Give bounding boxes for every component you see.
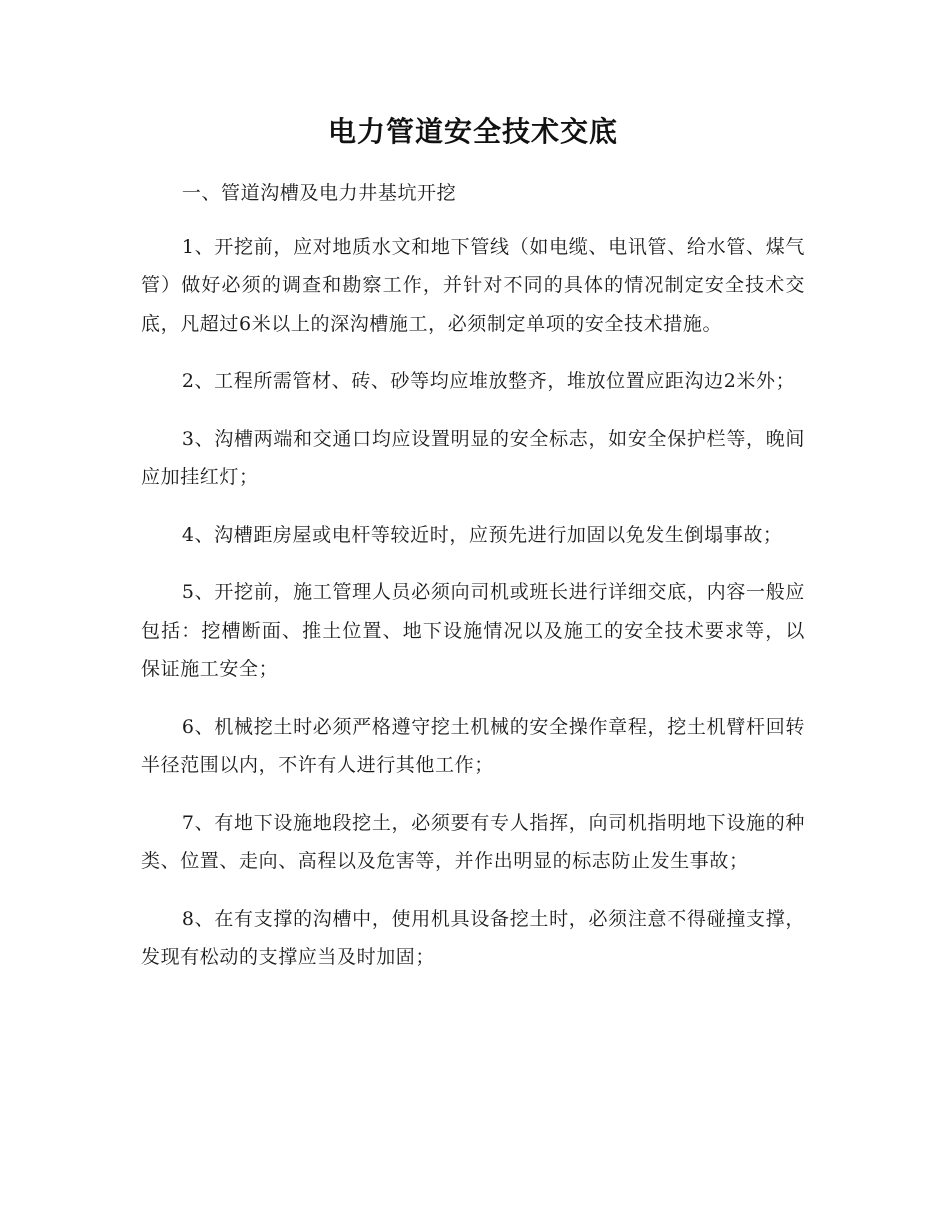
paragraph-4: 4、沟槽距房屋或电杆等较近时，应预先进行加固以免发生倒塌事故； — [181, 523, 783, 546]
paragraph-8: 8、在有支撑的沟槽中，使用机具设备挖土时，必须注意不得碰撞支撑，发现有松动的支撑应当及时加固； — [141, 907, 805, 968]
paragraph-5: 5、开挖前，施工管理人员必须向司机或班长进行详细交底，内容一般应包括：挖槽断面、推土位置、地下设施情况以及施工的安全技术要求等，以保证施工安全； — [141, 581, 805, 680]
paragraph-3: 3、沟槽两端和交通口均应设置明显的安全标志，如安全保护栏等，晚间应加挂红灯； — [141, 427, 805, 488]
paragraph-1: 1、开挖前，应对地质水文和地下管线（如电缆、电讯管、给水管、煤气管）做好必须的调查和勘察工作，并针对不同的具体的情况制定安全技术交底，凡超过6米以上的深沟槽施工，必须制定单项的安全技术措施。 — [141, 235, 805, 335]
paragraph-7: 7、有地下设施地段挖土，必须要有专人指挥，向司机指明地下设施的种类、位置、走向、高程以及危害等，并作出明显的标志防止发生事故； — [141, 811, 805, 872]
paragraph-2: 2、工程所需管材、砖、砂等均应堆放整齐，堆放位置应距沟边2米外； — [181, 370, 796, 392]
document-title: 电力管道安全技术交底 — [327, 115, 618, 148]
paragraph-6: 6、机械挖土时必须严格遵守挖土机械的安全操作章程，挖土机臂杆回转半径范围以内，不许有人进行其他工作； — [141, 715, 805, 776]
section-heading: 一、管道沟槽及电力井基坑开挖 — [181, 182, 457, 204]
